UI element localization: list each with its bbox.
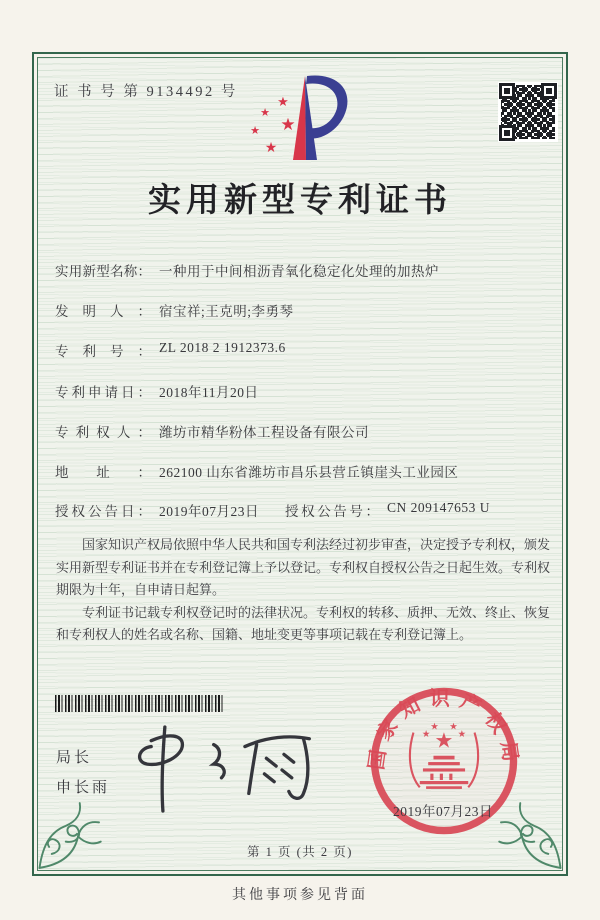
field-address — [55, 461, 560, 481]
legal-paragraph-1: 国家知识产权局依照中华人民共和国专利法经过初步审查，决定授予专利权，颁发实用新型专利证书并在专利登记簿上予以登记。专利权自授权公告之日起生效。专利权期限为十年，自申请日起算。 — [56, 537, 551, 597]
field-value: 2019年07月23日 — [159, 504, 259, 519]
svg-text:★: ★ — [280, 115, 296, 135]
field-label: 实用新型名称： — [55, 264, 151, 279]
field-patent-number — [55, 340, 560, 360]
qr-finder-icon — [499, 83, 515, 99]
legal-paragraph-2: 专利证书记载专利权登记时的法律状况。专利权的转移、质押、无效、终止、恢复和专利权人的姓名或名称、国籍、地址变更等事项记载在专利登记簿上。 — [56, 604, 551, 642]
field-label: 授权公告日： — [55, 504, 151, 519]
field-label: 地址： — [55, 465, 151, 480]
svg-text:★: ★ — [264, 140, 278, 156]
qr-finder-icon — [499, 125, 515, 141]
svg-text:★: ★ — [430, 721, 439, 733]
field-label: 专利号： — [55, 344, 151, 359]
field-value: 一种用于中间相沥青氧化稳定化处理的加热炉 — [159, 264, 439, 279]
field-value: 宿宝祥;王克明;李勇琴 — [159, 304, 294, 319]
svg-text:★: ★ — [250, 124, 260, 137]
field-inventors — [55, 300, 560, 320]
field-grant-row — [55, 500, 560, 520]
field-label: 专利权人： — [55, 425, 151, 440]
qr-code — [498, 82, 558, 142]
cnipa-logo-icon — [243, 72, 358, 164]
legal-text — [56, 534, 550, 647]
field-value: 潍坊市精华粉体工程设备有限公司 — [159, 425, 369, 440]
back-note: 其他事项参见背面 — [232, 888, 368, 903]
page-number: 第 1 页 (共 2 页) — [247, 845, 353, 859]
field-application-date — [55, 381, 560, 401]
field-value: ZL 2018 2 1912373.6 — [159, 340, 286, 355]
field-utility-model-name — [55, 260, 560, 280]
director-name: 申长雨 — [56, 780, 111, 796]
director-title: 局长 — [56, 750, 93, 766]
field-label: 专利申请日： — [55, 385, 151, 400]
corner-flourish-icon — [494, 791, 564, 873]
certificate-title: 实用新型专利证书 — [148, 183, 452, 219]
field-grant-number — [285, 500, 490, 520]
svg-text:★: ★ — [260, 106, 270, 119]
signature-icon — [118, 722, 323, 817]
svg-text:★: ★ — [434, 727, 454, 753]
seal-date: 2019年07月23日 — [393, 804, 493, 819]
seal-text: 国家知识产权局 — [365, 688, 523, 772]
qr-finder-icon — [541, 83, 557, 99]
corner-flourish-icon — [36, 791, 106, 873]
svg-text:★: ★ — [449, 721, 458, 733]
certificate-number: 证 书 号 第 9134492 号 — [54, 84, 238, 100]
field-patentee — [55, 421, 560, 441]
field-label: 发明人： — [55, 304, 151, 319]
svg-text:★: ★ — [277, 95, 289, 110]
field-value: 262100 山东省潍坊市昌乐县营丘镇崖头工业园区 — [159, 465, 459, 480]
field-label: 授权公告号： — [285, 504, 379, 519]
logo-stars — [250, 95, 296, 156]
field-value: 2018年11月20日 — [159, 385, 259, 400]
barcode — [55, 695, 223, 712]
field-value: CN 209147653 U — [387, 500, 491, 515]
svg-text:★: ★ — [421, 728, 431, 740]
svg-text:★: ★ — [457, 728, 467, 740]
